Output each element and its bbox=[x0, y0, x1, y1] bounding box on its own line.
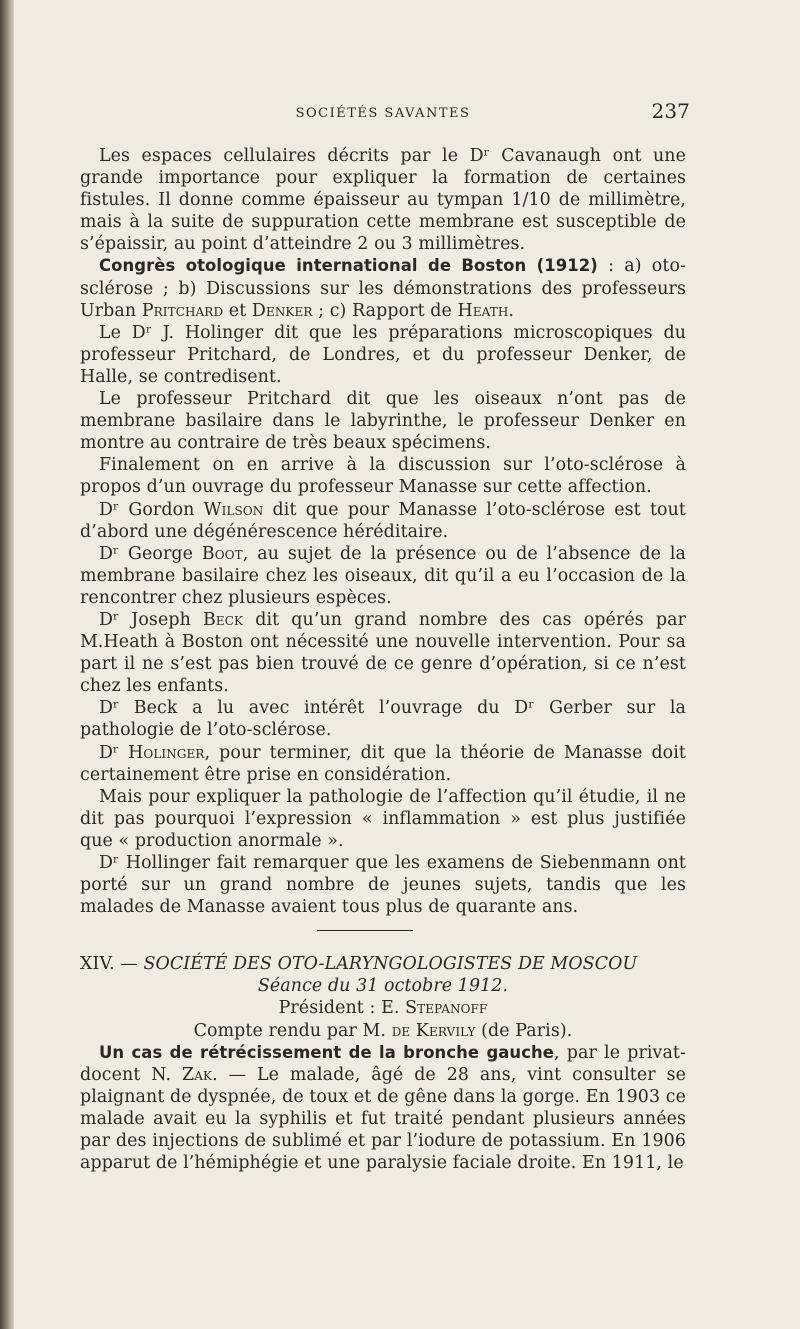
text-run: , pour terminer, dit que la théorie de Manasse doit certainement être prise en considération. bbox=[80, 742, 686, 785]
running-head bbox=[80, 99, 690, 125]
person-name: Wilson bbox=[203, 499, 264, 520]
text-run: . bbox=[508, 300, 515, 321]
paragraph bbox=[80, 742, 686, 786]
case-paragraph bbox=[80, 1042, 686, 1175]
case-heading: Un cas de rétrécissement de la bronche gauche bbox=[99, 1042, 555, 1062]
text-run: Dʳ George bbox=[99, 543, 202, 564]
text-run: : a) oto-sclérose ; b) Discussions sur les démonstrations des professeurs Urban bbox=[80, 256, 686, 321]
paragraph: Le Dʳ J. Holinger dit que les préparations microscopiques du professeur Pritchard, de Londres, et du professeur Denker, de Halle, se contredisent. bbox=[80, 322, 686, 387]
paragraph bbox=[80, 609, 686, 697]
president-line bbox=[80, 997, 686, 1019]
text-run: dit que pour Manasse l’oto-sclérose est tout d’abord une dégénérescence héréditaire. bbox=[80, 499, 686, 542]
body-text bbox=[80, 145, 686, 1174]
paragraph: Le professeur Pritchard dit que les oiseaux n’ont pas de membrane basilaire dans le labyrinthe, le professeur Denker en montre au contraire de très beaux spécimens. bbox=[80, 389, 686, 454]
person-name: Stepanoff bbox=[405, 998, 488, 1019]
section-title: SOCIÉTÉ DES OTO-LARYNGOLOGISTES DE MOSCOU bbox=[143, 954, 638, 975]
section-heading bbox=[80, 953, 686, 975]
running-title: SOCIÉTÉS SAVANTES bbox=[295, 106, 471, 121]
section-divider bbox=[317, 930, 413, 931]
binding-edge bbox=[0, 0, 14, 1329]
text-run: Président : E. bbox=[278, 998, 406, 1019]
person-name: Zak bbox=[182, 1064, 213, 1085]
report-line bbox=[80, 1020, 686, 1042]
text-run: Dʳ bbox=[99, 742, 129, 763]
person-name: Denker bbox=[251, 300, 313, 321]
person-name: Beck bbox=[203, 609, 244, 630]
paragraph: Mais pour expliquer la pathologie de l’affection qu’il étudie, il ne dit pas pourquoi l’expression « inflammation » est plus justifiée que « production anormale ». bbox=[80, 786, 686, 851]
text-run: . — Le malade, âgé de 28 ans, vint consulter se plaignant de dyspnée, de toux et de gêne dans la gorge. En 1903 ce malade avait eu la syphilis et fut traité pendant plusieurs années par des injections de sublimé et par l’iodure de potassium. En 1906 apparut de l’hémiphégie et une paralysie faciale droite. En 1911, le bbox=[80, 1064, 687, 1174]
paragraph bbox=[80, 543, 686, 609]
page-number: 237 bbox=[651, 99, 690, 123]
session-date: Séance du 31 octobre 1912. bbox=[257, 976, 509, 997]
paragraph bbox=[80, 499, 686, 543]
text-run: (de Paris). bbox=[475, 1020, 573, 1041]
person-name: Heath bbox=[457, 300, 509, 321]
person-name: Pritchard bbox=[141, 300, 224, 321]
paragraph: Dʳ Hollinger fait remarquer que les examens de Siebenmann ont porté sur un grand nombre de jeunes sujets, tandis que les malades de Manasse avaient tous plus de quarante ans. bbox=[80, 853, 686, 918]
text-run: et bbox=[223, 300, 252, 321]
text-run: Dʳ Gordon bbox=[99, 499, 204, 520]
paragraph: Finalement on en arrive à la discussion sur l’oto-sclérose à propos d’un ouvrage du professeur Manasse sur cette affection. bbox=[80, 455, 686, 498]
text-run: , par le privat-docent N. bbox=[80, 1042, 686, 1085]
paragraph-congres bbox=[80, 255, 686, 321]
person-name: de Kervily bbox=[391, 1020, 476, 1041]
person-name: Boot bbox=[201, 543, 243, 564]
paragraph-heading: Congrès otologique international de Boston (1912) bbox=[99, 256, 598, 276]
text-run: ; c) Rapport de bbox=[312, 300, 458, 321]
text-run: , au sujet de la présence ou de l’absence de la membrane basilaire chez les oiseaux, dit qu’il a eu l’occasion de la rencontrer chez plusieurs espèces. bbox=[80, 543, 686, 608]
paragraph: Les espaces cellulaires décrits par le Dʳ Cavanaugh ont une grande importance pour expliquer la formation de certaines fistules. Il donne comme épaisseur au tympan 1/10 de millimètre, mais à la suite de suppuration cette membrane est susceptible de s’épaissir, au point d’atteindre 2 ou 3 millimètres. bbox=[80, 146, 686, 255]
text-run: dit qu’un grand nombre des cas opérés par M.Heath à Boston ont nécessité une nouvelle intervention. Pour sa part il ne s’est pas bien trouvé de ce genre d’opération, si ce n’est chez les enfants. bbox=[80, 609, 686, 697]
person-name: Holinger bbox=[128, 742, 205, 763]
text-run: Compte rendu par M. bbox=[193, 1020, 392, 1041]
paragraph: Dʳ Beck a lu avec intérêt l’ouvrage du Dʳ Gerber sur la pathologie de l’oto-sclérose. bbox=[80, 698, 686, 741]
text-run: Dʳ Joseph bbox=[99, 609, 203, 630]
section-number: XIV. — bbox=[80, 954, 144, 975]
